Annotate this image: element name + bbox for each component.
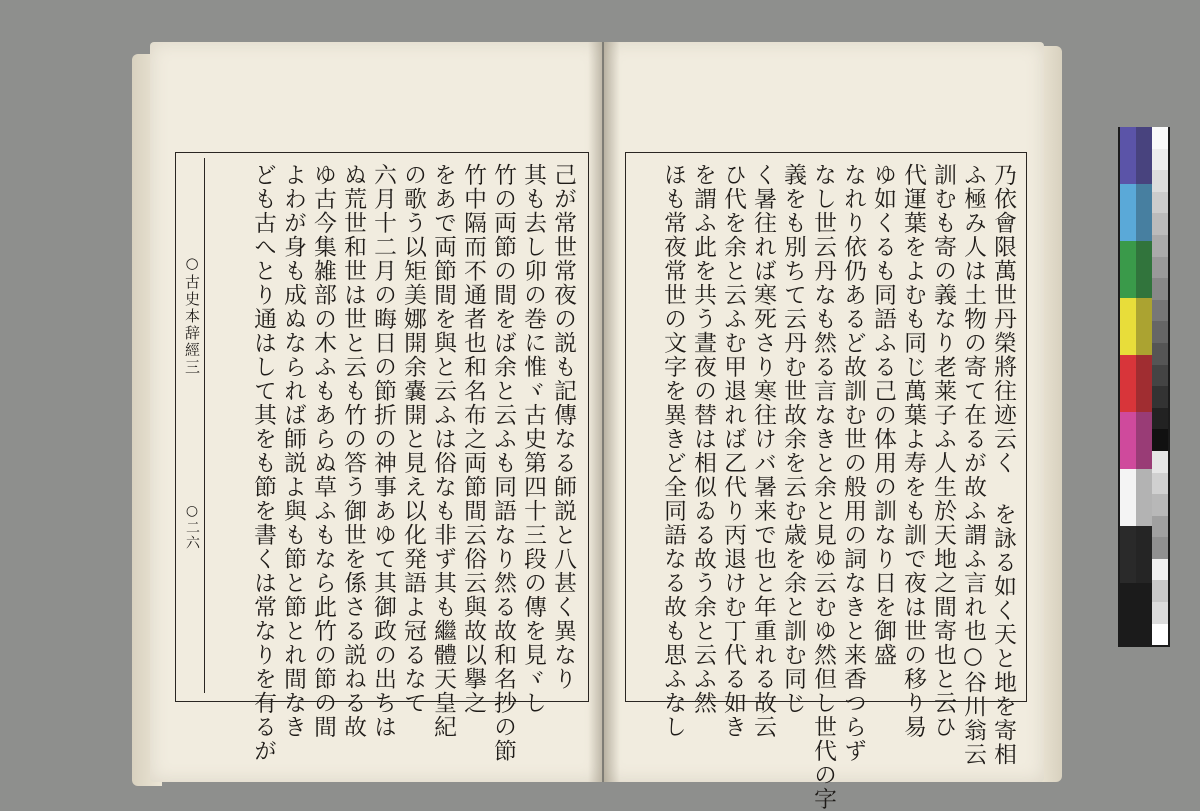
tone-patch [1136,298,1152,355]
right-text-line: く暑往れば寒死さり寒往けバ暑来で也と年重れる故云 [750,163,776,739]
left-text-line: ども古へとり通はして其をも節を書くは常なりを有るが [250,163,276,763]
page-number: ○二六 [184,503,200,550]
grey-step [1152,624,1168,646]
grey-step [1152,235,1168,257]
right-text-line: 訓むも寄の義なり老莱子ふ人生於天地之間寄也と云ひ [930,163,956,739]
left-text-line: ぬ荒世和世は世と云も竹の答う御世を係さる説ねる故 [340,163,366,739]
right-text-line: 義をも別ちて云丹む世故余を云む歳を余と訓む同じ [780,163,806,715]
right-text-line: 乃依會限萬世丹榮將往迹云く を詠る如く天と地を寄相 [990,163,1016,767]
tone-patch [1136,526,1152,583]
right-text-line: 代運葉をよむも同じ萬葉よ寿をも訓で夜は世の移り易 [900,163,926,739]
left-text-line: の歌う以矩美娜開余嚢開と見え以化発語よ冠るなて [400,163,426,715]
grey-step [1152,559,1168,581]
grey-step [1152,149,1168,171]
color-patch [1120,355,1136,412]
color-patch [1120,412,1136,469]
color-patch [1120,298,1136,355]
tone-patch [1136,469,1152,526]
color-patch [1120,184,1136,241]
tone-patch [1136,241,1152,298]
book-gutter [588,42,620,782]
color-patch [1120,127,1136,184]
left-text-line: よわが身も成ぬなられば師説よ與も節と節とれ間なき [280,163,306,739]
color-calibration-chart [1118,127,1170,647]
right-text-line: なし世云丹なも然る言なきと余と見ゆ云むゆ然但し世代の字 [810,163,836,811]
grey-step [1152,192,1168,214]
grey-step [1152,127,1168,149]
left-text-line: 六月十二月の晦日の節折の神事あゆて其御政の出ちは [370,163,396,739]
grey-step [1152,473,1168,495]
right-text-line: ゆ如くるも同語ふる己の体用の訓なり日を御盛 [870,163,896,667]
grey-step [1152,321,1168,343]
left-text-line: 竹の両節の間をば余と云ふも同語なり然る故和名抄の節 [490,163,516,763]
grey-step [1152,365,1168,387]
grey-step [1152,170,1168,192]
running-title: ○古史本辞經三 [183,254,201,376]
left-text-line: をあで両節間を與と云ふは俗なも非ず其も繼體天皇紀 [430,163,456,739]
grey-step [1152,257,1168,279]
grey-step [1152,602,1168,624]
color-patch [1120,241,1136,298]
grey-step [1152,213,1168,235]
grey-step [1152,516,1168,538]
left-text-line: 己が常世常夜の説も記傳なる師説と八甚く異なり [550,163,576,691]
grey-step [1152,300,1168,322]
tone-patch [1136,412,1152,469]
tone-patch [1136,184,1152,241]
right-text-line: ほも常夜常世の文字を異きど全同語なる故も思ふなし [660,163,686,739]
grey-scale-column [1152,127,1168,645]
running-head [182,158,205,693]
grey-step [1152,451,1168,473]
grey-step [1152,429,1168,451]
right-text-line: を謂ふ此を共う晝夜の替は相似ゐる故う余と云ふ然 [690,163,716,715]
right-text-line: ひ代を余と云ふむ甲退れば乙代り丙退けむ丁代る如き [720,163,746,739]
grey-step [1152,278,1168,300]
color-patch-column [1120,127,1136,583]
left-text-line: 其も去し卯の巻に惟ヾ古史第四十三段の傳を見ヾし [520,163,546,715]
tone-patch [1136,355,1152,412]
grey-step [1152,494,1168,516]
right-text-line: なれり依仍あるど故訓む世の般用の詞なきと来香つらず [840,163,866,763]
grey-step [1152,408,1168,430]
tone-patch-column [1136,127,1152,583]
tone-patch [1136,127,1152,184]
left-text-line: ゆ古今集雑部の木ふもあらぬ草ふもなら此竹の節の間 [310,163,336,739]
right-page-text [633,163,1018,811]
grey-step [1152,537,1168,559]
color-patch [1120,526,1136,583]
left-text-line: 竹中隔而不通者也和名布之両節間云俗云與故以擧之 [460,163,486,715]
color-patch [1120,469,1136,526]
grey-step [1152,343,1168,365]
right-text-line: ふ極み人は土物の寄て在るが故ふ謂ふ言れ也○谷川翁云 [960,163,986,767]
grey-step [1152,386,1168,408]
grey-step [1152,580,1168,602]
left-page-text [210,163,578,763]
